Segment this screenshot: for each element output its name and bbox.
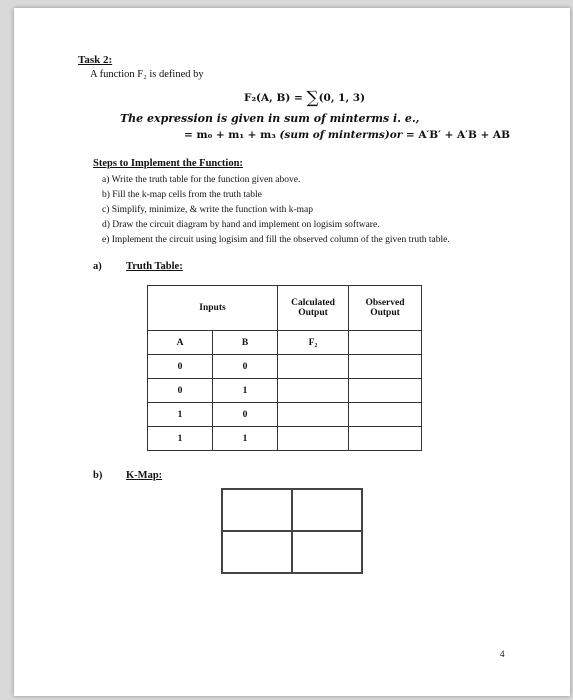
table-row [148, 427, 422, 451]
cell-a: 0 [148, 355, 213, 379]
kmap-cell[interactable] [222, 489, 292, 531]
cell-b: 1 [213, 427, 278, 451]
calculated-cell[interactable] [278, 379, 349, 403]
expression-note: (sum of minterms)or [279, 129, 403, 141]
expression-minterms: = m₀ + m₁ + m₃ [184, 129, 280, 141]
observed-output-header: Observed Output [349, 286, 422, 331]
kmap-grid [221, 488, 363, 574]
cell-b: 0 [213, 355, 278, 379]
step-item: a) Write the truth table for the function given above. [102, 175, 301, 185]
table-row [148, 379, 422, 403]
cell-b: 0 [213, 403, 278, 427]
cell-b: 1 [213, 379, 278, 403]
step-item: e) Implement the circuit using logisim and fill the observed column of the given truth table. [102, 235, 450, 245]
expression-line-1: The expression is given in sum of minterms i. e., [120, 112, 420, 125]
column-header-b: B [213, 331, 278, 355]
calculated-cell[interactable] [278, 403, 349, 427]
kmap-cell[interactable] [292, 531, 362, 573]
function-definition [244, 88, 365, 108]
calculated-output-header: Calculated Output [278, 286, 349, 331]
expression-line-2 [184, 129, 510, 141]
table-row [148, 355, 422, 379]
sigma-symbol: ∑ [306, 88, 319, 108]
formula-lhs: F₂(A, B) = [244, 92, 307, 104]
document-page [14, 8, 570, 696]
task-intro: A function F₂ is defined by [90, 69, 204, 80]
truth-table-title: Truth Table: [126, 261, 183, 272]
observed-cell[interactable] [349, 355, 422, 379]
column-header-f2: F₂ [278, 331, 349, 355]
kmap-cell[interactable] [292, 489, 362, 531]
cell-a: 0 [148, 379, 213, 403]
observed-cell[interactable] [349, 403, 422, 427]
step-item: c) Simplify, minimize, & write the function with k-map [102, 205, 313, 215]
cell-a: 1 [148, 403, 213, 427]
observed-cell[interactable] [349, 331, 422, 355]
step-item: b) Fill the k-map cells from the truth table [102, 190, 262, 200]
observed-cell[interactable] [349, 427, 422, 451]
kmap-cell[interactable] [222, 531, 292, 573]
formula-args: (0, 1, 3) [318, 92, 366, 104]
kmap-title: K-Map: [126, 470, 163, 481]
task-title: Task 2: [78, 54, 113, 66]
steps-list [102, 173, 450, 248]
calculated-cell[interactable] [278, 427, 349, 451]
column-header-a: A [148, 331, 213, 355]
truth-table [147, 285, 422, 451]
cell-a: 1 [148, 427, 213, 451]
table-row [148, 403, 422, 427]
observed-cell[interactable] [349, 379, 422, 403]
steps-title: Steps to Implement the Function: [93, 158, 243, 169]
page-number: 4 [500, 649, 505, 659]
kmap-label: b) [93, 470, 103, 481]
expression-sop: = A′B′ + A′B + AB [402, 129, 510, 141]
truth-table-label: a) [93, 261, 102, 272]
step-item: d) Draw the circuit diagram by hand and implement on logisim software. [102, 220, 380, 230]
inputs-header: Inputs [148, 286, 278, 331]
calculated-cell[interactable] [278, 355, 349, 379]
